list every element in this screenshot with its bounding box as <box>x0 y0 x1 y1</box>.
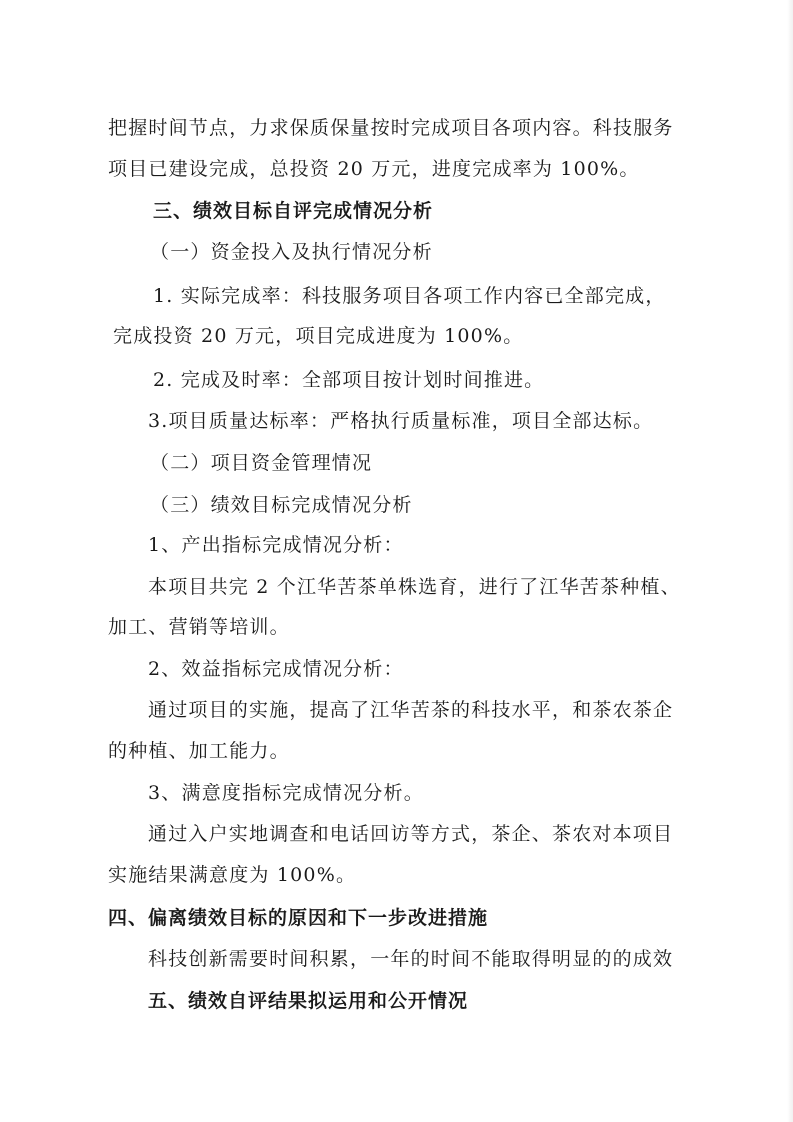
paragraph-line: 项目已建设完成，总投资 20 万元，进度完成率为 100%。 <box>108 158 640 180</box>
paragraph-line: 通过入户实地调查和电话回访等方式，茶企、茶农对本项目 <box>148 823 674 845</box>
paragraph-line: 2、效益指标完成情况分析： <box>148 658 404 680</box>
paragraph-line: 通过项目的实施，提高了江华苦茶的科技水平，和茶农茶企 <box>148 699 674 721</box>
paragraph-line: 本项目共完 2 个江华苦茶单株选育，进行了江华苦茶种植、 <box>148 576 681 598</box>
paragraph-line: 3.项目质量达标率：严格执行质量标准，项目全部达标。 <box>148 410 654 432</box>
paragraph-line: 1、产出指标完成情况分析： <box>148 534 404 556</box>
subsection-heading: （二）项目资金管理情况 <box>150 452 373 474</box>
subsection-heading: （三）绩效目标完成情况分析 <box>150 494 413 516</box>
paragraph-line: 完成投资 20 万元，项目完成进度为 100%。 <box>113 325 524 347</box>
paragraph-line: 的种植、加工能力。 <box>108 740 290 762</box>
section-heading: 五、绩效自评结果拟运用和公开情况 <box>148 990 469 1012</box>
subsection-heading: （一）资金投入及执行情况分析 <box>150 241 433 263</box>
paragraph-line: 实施结果满意度为 100%。 <box>108 864 357 886</box>
section-heading: 四、偏离绩效目标的原因和下一步改进措施 <box>108 907 489 929</box>
paragraph-line: 加工、营销等培训。 <box>108 616 290 638</box>
paragraph-line: 把握时间节点，力求保质保量按时完成项目各项内容。科技服务 <box>108 117 674 139</box>
paragraph-line: 2. 完成及时率：全部项目按计划时间推进。 <box>153 369 545 391</box>
paragraph-line: 3、满意度指标完成情况分析。 <box>148 782 424 804</box>
page-edge-shadow <box>787 0 793 1122</box>
paragraph-line: 1. 实际完成率：科技服务项目各项工作内容已全部完成， <box>153 285 666 307</box>
paragraph-line: 科技创新需要时间积累，一年的时间不能取得明显的的成效 <box>148 948 674 970</box>
section-heading: 三、绩效目标自评完成情况分析 <box>153 200 434 222</box>
